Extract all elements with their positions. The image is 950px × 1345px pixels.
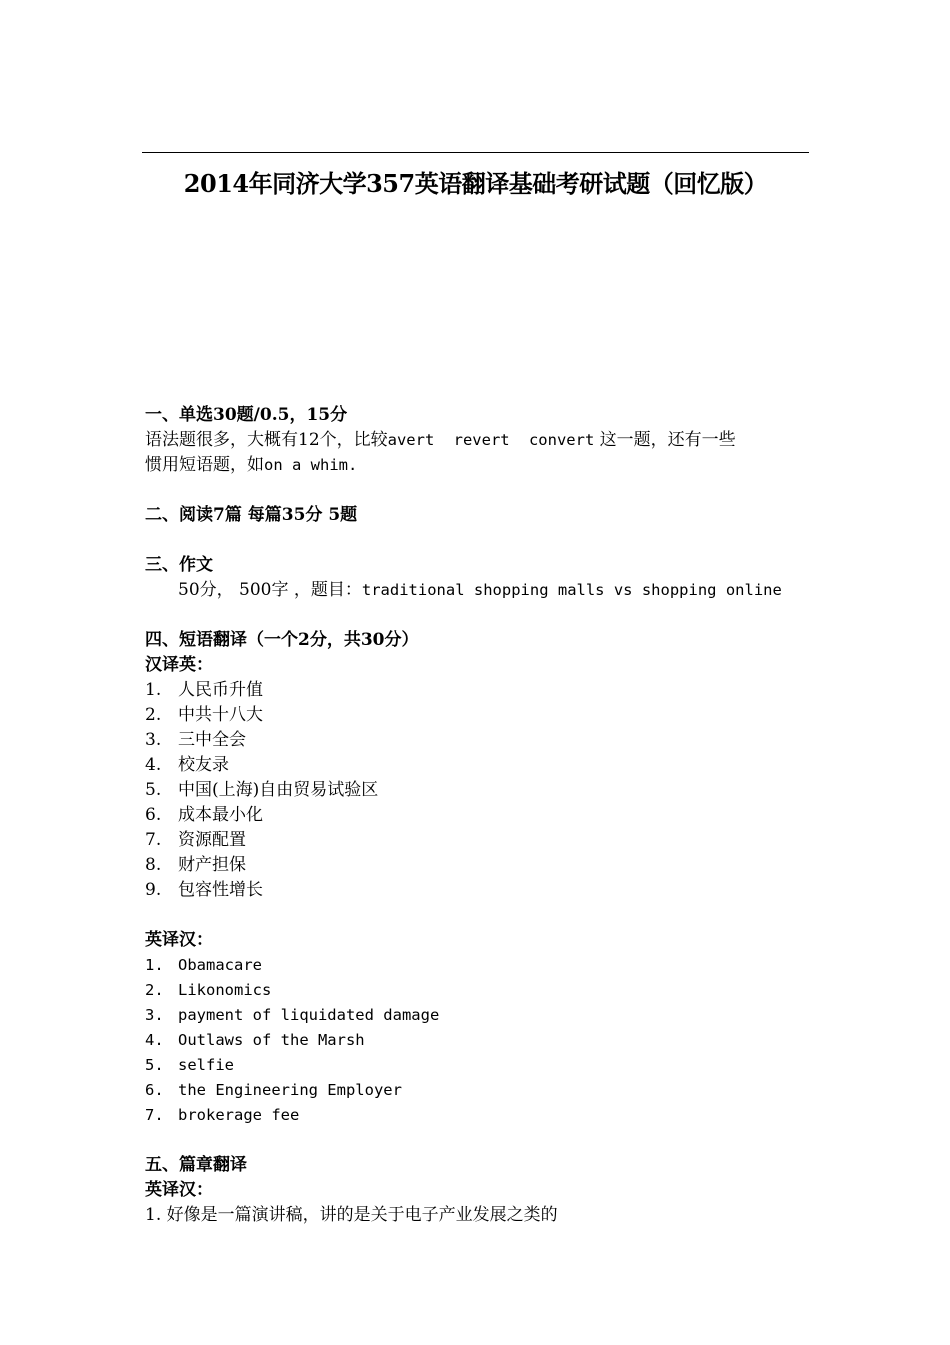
section-1-line1-a: 语法题很多，大概有12个，比较 [145, 430, 388, 450]
list-item [145, 1028, 810, 1053]
list-item-number: 2. [145, 981, 164, 999]
list-item-number: 4. [145, 755, 162, 775]
section-3-heading: 三、作文 [145, 555, 213, 575]
header-rule [142, 152, 809, 153]
section-4-heading: 四、短语翻译（一个2分，共30分） [145, 630, 419, 650]
list-item-text: 人民币升值 [178, 680, 263, 700]
list-item-number: 6. [145, 1081, 164, 1099]
page-title: 2014年同济大学357英语翻译基础考研试题（回忆版） [183, 169, 768, 198]
list-item-number: 3. [145, 1006, 164, 1024]
list-item-number: 1. [145, 680, 162, 700]
section-1-line2-a: 惯用短语题，如 [145, 455, 264, 475]
list-item-text: 包容性增长 [178, 880, 263, 900]
list-item [145, 878, 810, 903]
list-item-text: 中共十八大 [178, 705, 263, 725]
c2e-list [145, 678, 810, 903]
section-1-text [145, 428, 810, 453]
list-item [145, 728, 810, 753]
list-item-number: 9. [145, 880, 162, 900]
list-item [145, 1003, 810, 1028]
list-item [145, 803, 810, 828]
list-item-text: Obamacare [178, 956, 262, 974]
list-item-text: 财产担保 [178, 855, 246, 875]
list-item-text: 校友录 [178, 755, 229, 775]
list-item-number: 5. [145, 780, 162, 800]
list-item [145, 828, 810, 853]
list-item [145, 953, 810, 978]
section-1-line1-b: avert revert convert [387, 431, 595, 449]
list-item-number: 7. [145, 830, 162, 850]
list-item [145, 853, 810, 878]
section-5-heading: 五、篇章翻译 [145, 1155, 247, 1175]
list-item-number: 1. [145, 956, 164, 974]
list-item-text: the Engineering Employer [178, 1081, 402, 1099]
c2e-label: 汉译英： [145, 655, 213, 675]
list-item-text: 成本最小化 [178, 805, 263, 825]
list-item-number: 8. [145, 855, 162, 875]
list-item-number: 6. [145, 805, 162, 825]
section-3-text-a: 50分， 500字 ，题目： [178, 580, 362, 600]
section-5-e2c-label: 英译汉： [145, 1180, 213, 1200]
e2c-label: 英译汉： [145, 930, 213, 950]
list-item [145, 778, 810, 803]
list-item-text: 中国(上海)自由贸易试验区 [178, 780, 379, 800]
list-item [145, 1103, 810, 1128]
list-item-text: brokerage fee [178, 1106, 300, 1124]
section-3-text-b: traditional shopping malls vs shopping online [361, 581, 782, 599]
list-item-number: 4. [145, 1031, 164, 1049]
list-item [145, 753, 810, 778]
list-item-text: 资源配置 [178, 830, 246, 850]
list-item-number: 2. [145, 705, 162, 725]
section-1-text-2 [145, 453, 810, 478]
list-item-text: 三中全会 [178, 730, 246, 750]
section-1-line1-c: 这一题，还有一些 [594, 430, 736, 450]
list-item [145, 1078, 810, 1103]
list-item-text: Likonomics [178, 981, 272, 999]
list-item [145, 1053, 810, 1078]
list-item-text: selfie [178, 1056, 234, 1074]
section-1-line2-b: on a whim. [264, 456, 358, 474]
document-body [145, 403, 810, 1228]
section-5-item-1: 1. 好像是一篇演讲稿，讲的是关于电子产业发展之类的 [145, 1205, 558, 1225]
section-1-heading: 一、单选30题/0.5，15分 [145, 405, 348, 425]
list-item [145, 678, 810, 703]
list-item [145, 703, 810, 728]
section-2-heading: 二、阅读7篇 每篇35分 5题 [145, 505, 358, 525]
list-item-number: 5. [145, 1056, 164, 1074]
section-3-text [145, 578, 810, 603]
list-item-text: Outlaws of the Marsh [178, 1031, 365, 1049]
e2c-list [145, 953, 810, 1128]
list-item [145, 978, 810, 1003]
list-item-text: payment of liquidated damage [178, 1006, 440, 1024]
list-item-number: 7. [145, 1106, 164, 1124]
list-item-number: 3. [145, 730, 162, 750]
